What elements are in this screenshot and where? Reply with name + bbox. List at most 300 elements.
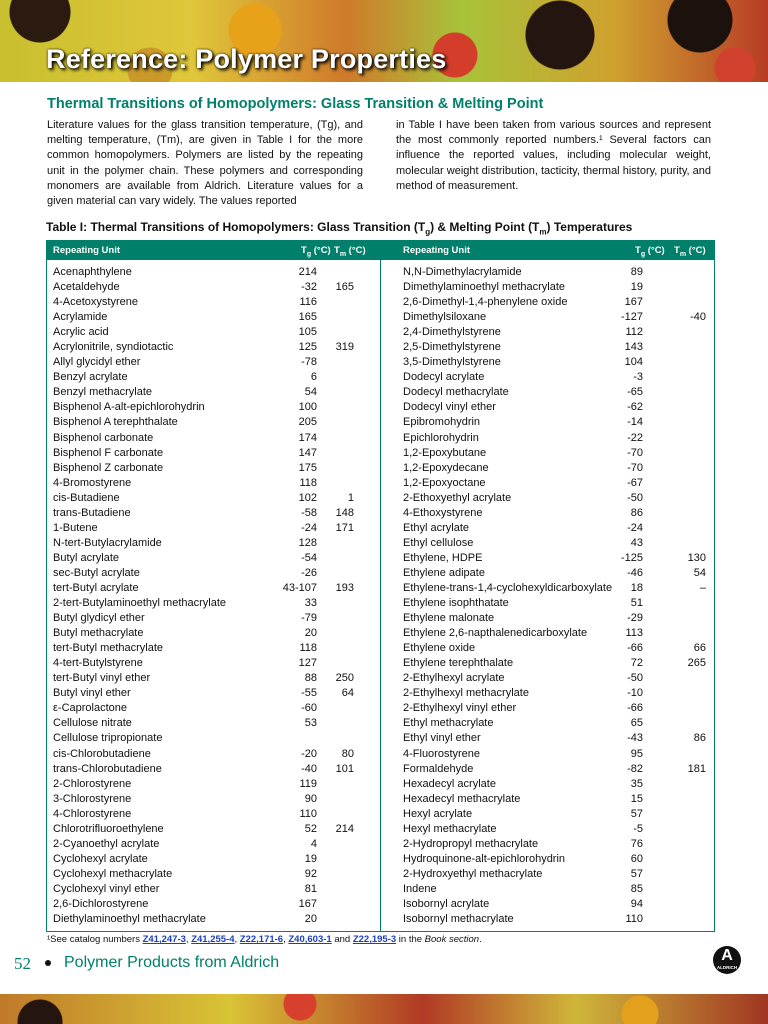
table-row xyxy=(381,656,714,671)
catalog-link[interactable]: Z22,171-6 xyxy=(239,934,284,945)
tg-cell: -70 xyxy=(627,446,643,459)
repeating-unit-cell: Cellulose nitrate xyxy=(53,717,132,730)
tg-cell: 43-107 xyxy=(282,581,317,594)
table-row xyxy=(47,716,380,731)
repeating-unit-cell: 4-Bromostyrene xyxy=(53,476,132,489)
table-row xyxy=(47,385,380,400)
table-row xyxy=(381,882,714,897)
tm-cell: 101 xyxy=(335,762,354,775)
tg-cell: -66 xyxy=(627,642,643,655)
table-row xyxy=(381,310,714,325)
table-row xyxy=(47,551,380,566)
tg-cell: -62 xyxy=(627,401,643,414)
table-row xyxy=(47,506,380,521)
repeating-unit-cell: Ethylene, HDPE xyxy=(403,551,483,564)
repeating-unit-cell: Bisphenol Z carbonate xyxy=(53,461,164,474)
table-row xyxy=(47,686,380,701)
table-row xyxy=(381,792,714,807)
table-row xyxy=(381,415,714,430)
tm-cell: 80 xyxy=(341,747,354,760)
tg-cell: 18 xyxy=(630,581,643,594)
tg-cell: 116 xyxy=(299,296,317,309)
tg-cell: 19 xyxy=(630,281,643,294)
table-row xyxy=(47,310,380,325)
table-left xyxy=(46,240,381,932)
repeating-unit-cell: Benzyl acrylate xyxy=(53,371,128,384)
tg-cell: -127 xyxy=(620,311,643,324)
table-row xyxy=(47,340,380,355)
bullet-icon xyxy=(45,960,51,966)
table-row xyxy=(47,325,380,340)
tg-cell: -60 xyxy=(301,702,317,715)
repeating-unit-cell: Ethylene malonate xyxy=(403,612,495,625)
tg-cell: 92 xyxy=(304,867,317,880)
repeating-unit-cell: 2,5-Dimethylstyrene xyxy=(403,341,501,354)
footer-title: Polymer Products from Aldrich xyxy=(64,954,280,971)
repeating-unit-cell: 1,2-Epoxybutane xyxy=(403,446,487,459)
column-header-tm: $T_m$ (°C) xyxy=(674,245,706,258)
tm-cell: 148 xyxy=(335,506,354,519)
repeating-unit-cell: 4-tert-Butylstyrene xyxy=(53,657,143,670)
repeating-unit-cell: Acrylonitrile, syndiotactic xyxy=(53,341,174,354)
table-row xyxy=(381,536,714,551)
tg-cell: 65 xyxy=(630,717,643,730)
tg-cell: -10 xyxy=(627,687,643,700)
repeating-unit-cell: N-tert-Butylacrylamide xyxy=(53,536,162,549)
repeating-unit-cell: 1,2-Epoxyoctane xyxy=(403,476,486,489)
repeating-unit-cell: Ethylene isophthatate xyxy=(403,597,509,610)
repeating-unit-cell: Acrylamide xyxy=(53,311,108,324)
table-row xyxy=(47,882,380,897)
table-row xyxy=(47,491,380,506)
table-row xyxy=(47,355,380,370)
repeating-unit-cell: sec-Butyl acrylate xyxy=(53,566,140,579)
table-row xyxy=(381,762,714,777)
table-row xyxy=(47,400,380,415)
repeating-unit-cell: cis-Chlorobutadiene xyxy=(53,747,151,760)
intro-paragraph-left: Literature values for the glass transition temperature, (Tg), and melting temperature, (Tm), are given in Table I for the more common homopolymers. Polymers are listed by the repeating unit in the polymer chain. These polymers and corresponding monomers are available from Aldrich. Literature values for a given material can vary widely. The values reported xyxy=(47,119,363,208)
tg-cell: -55 xyxy=(301,687,317,700)
section-title: Thermal Transitions of Homopolymers: Glass Transition & Melting Point xyxy=(47,96,544,112)
table-row xyxy=(47,461,380,476)
repeating-unit-cell: Epichlorohydrin xyxy=(403,431,479,444)
repeating-unit-cell: trans-Butadiene xyxy=(53,506,131,519)
tg-cell: 33 xyxy=(304,597,317,610)
catalog-link[interactable]: Z41,255-4 xyxy=(191,934,235,945)
repeating-unit-cell: Bisphenol A-alt-epichlorohydrin xyxy=(53,401,205,414)
repeating-unit-cell: Ethylene oxide xyxy=(403,642,476,655)
tm-cell: 214 xyxy=(335,822,354,835)
table-row xyxy=(47,747,380,762)
tg-cell: -54 xyxy=(301,551,317,564)
tg-cell: 110 xyxy=(625,913,643,926)
tg-cell: 102 xyxy=(298,491,317,504)
table-row xyxy=(47,807,380,822)
table-row xyxy=(381,897,714,912)
table-row xyxy=(381,912,714,927)
repeating-unit-cell: Ethylene-trans-1,4-cyclohexyldicarboxylate xyxy=(403,581,613,594)
repeating-unit-cell: Hexadecyl methacrylate xyxy=(403,792,521,805)
tm-cell: 250 xyxy=(335,672,354,685)
table-row xyxy=(47,792,380,807)
repeating-unit-cell: 2-Ethylhexyl vinyl ether xyxy=(403,702,517,715)
table-row xyxy=(47,370,380,385)
table-body xyxy=(381,265,714,927)
tg-cell: -46 xyxy=(627,566,643,579)
tg-cell: -78 xyxy=(301,356,317,369)
repeating-unit-cell: Ethylene adipate xyxy=(403,566,485,579)
repeating-unit-cell: 4-Acetoxystyrene xyxy=(53,296,138,309)
table-row xyxy=(47,762,380,777)
tg-cell: -3 xyxy=(633,371,643,384)
repeating-unit-cell: Acrylic acid xyxy=(53,326,109,339)
tg-cell: 15 xyxy=(630,792,643,805)
footnote: ¹See catalog numbers Z41,247-3, Z41,255-4, Z22,171-6, Z40,603-1 and Z22,195-3 in the Book section. xyxy=(47,934,482,945)
page-title: Reference: Polymer Properties xyxy=(46,44,447,74)
tg-cell: 20 xyxy=(304,913,317,926)
table-row xyxy=(47,837,380,852)
table-row xyxy=(47,431,380,446)
table-row xyxy=(47,897,380,912)
tg-cell: 125 xyxy=(298,341,317,354)
column-header-tg: $T_g$ (°C) xyxy=(301,245,331,258)
repeating-unit-cell: Butyl glydicyl ether xyxy=(53,612,145,625)
table-row xyxy=(381,431,714,446)
tg-cell: 4 xyxy=(310,837,317,850)
table-row xyxy=(381,581,714,596)
tg-cell: 118 xyxy=(299,476,317,489)
tg-cell: 104 xyxy=(624,356,643,369)
repeating-unit-cell: Bisphenol A terephthalate xyxy=(53,416,178,429)
table-row xyxy=(381,852,714,867)
tg-cell: -26 xyxy=(301,566,317,579)
tg-cell: 110 xyxy=(299,807,317,820)
tg-cell: -5 xyxy=(633,822,643,835)
repeating-unit-cell: Formaldehyde xyxy=(403,762,474,775)
tg-cell: 88 xyxy=(304,672,317,685)
repeating-unit-cell: 2,6-Dichlorostyrene xyxy=(53,897,149,910)
repeating-unit-cell: Epibromohydrin xyxy=(403,416,481,429)
tm-cell: 265 xyxy=(687,657,706,670)
table-caption: Table I: Thermal Transitions of Homopolymers: Glass Transition $(T_g)$ & Melting Point $(T_m)$ Temperatures xyxy=(46,220,633,237)
repeating-unit-cell: Diethylaminoethyl methacrylate xyxy=(53,913,206,926)
tm-cell: 171 xyxy=(335,521,354,534)
repeating-unit-cell: 2-Ethylhexyl methacrylate xyxy=(403,687,529,700)
table-row xyxy=(47,656,380,671)
catalog-link[interactable]: Z40,603-1 xyxy=(288,934,332,945)
repeating-unit-cell: Chlorotrifluoroethylene xyxy=(53,822,164,835)
tg-cell: 20 xyxy=(304,627,317,640)
repeating-unit-cell: Ethylene terephthalate xyxy=(403,657,514,670)
tg-cell: -29 xyxy=(627,612,643,625)
tg-cell: -40 xyxy=(301,762,317,775)
repeating-unit-cell: 2-tert-Butylaminoethyl methacrylate xyxy=(53,597,227,610)
table-row xyxy=(47,777,380,792)
repeating-unit-cell: Cellulose tripropionate xyxy=(53,732,163,745)
tg-cell: 90 xyxy=(304,792,317,805)
tg-cell: 128 xyxy=(298,536,317,549)
tg-cell: -70 xyxy=(627,461,643,474)
table-row xyxy=(47,415,380,430)
tg-cell: 57 xyxy=(630,867,643,880)
table-row xyxy=(47,280,380,295)
tm-cell: 319 xyxy=(335,341,354,354)
logo-text: ALDRICH xyxy=(716,965,738,970)
table-row xyxy=(381,340,714,355)
tg-cell: 167 xyxy=(624,296,643,309)
table-row xyxy=(381,701,714,716)
repeating-unit-cell: Bisphenol F carbonate xyxy=(53,446,164,459)
table-row xyxy=(381,611,714,626)
table-header xyxy=(381,241,714,260)
repeating-unit-cell: 3,5-Dimethylstyrene xyxy=(403,356,501,369)
page-number: 52 xyxy=(14,954,31,973)
repeating-unit-cell: cis-Butadiene xyxy=(53,491,120,504)
repeating-unit-cell: 1,2-Epoxydecane xyxy=(403,461,489,474)
repeating-unit-cell: 2-Hydropropyl methacrylate xyxy=(403,837,539,850)
table-row xyxy=(381,807,714,822)
tg-cell: 174 xyxy=(298,431,317,444)
repeating-unit-cell: Hydroquinone-alt-epichlorohydrin xyxy=(403,852,566,865)
aldrich-logo-icon: A ALDRICH xyxy=(713,946,741,974)
tg-cell: -50 xyxy=(627,672,643,685)
repeating-unit-cell: Dodecyl methacrylate xyxy=(403,386,509,399)
table-row xyxy=(381,837,714,852)
tg-cell: -125 xyxy=(620,551,643,564)
tg-cell: 89 xyxy=(630,266,643,278)
table-header xyxy=(47,241,380,260)
repeating-unit-cell: Indene xyxy=(403,882,437,895)
table-row xyxy=(381,686,714,701)
repeating-unit-cell: Dodecyl vinyl ether xyxy=(403,401,496,414)
column-header-tm: $T_m$ (°C) xyxy=(334,245,366,258)
tg-cell: 165 xyxy=(298,311,317,324)
table-row xyxy=(47,611,380,626)
tg-cell: -32 xyxy=(301,281,317,294)
repeating-unit-cell: Dimethylsiloxane xyxy=(403,311,487,324)
tm-cell: 54 xyxy=(693,566,706,579)
repeating-unit-cell: Benzyl methacrylate xyxy=(53,386,153,399)
tg-cell: -43 xyxy=(627,732,643,745)
repeating-unit-cell: tert-Butyl vinyl ether xyxy=(53,672,151,685)
repeating-unit-cell: Ethyl acrylate xyxy=(403,521,470,534)
repeating-unit-cell: Dimethylaminoethyl methacrylate xyxy=(403,281,566,294)
table-row xyxy=(381,491,714,506)
table-row xyxy=(381,641,714,656)
table-row xyxy=(381,521,714,536)
tg-cell: 52 xyxy=(304,822,317,835)
repeating-unit-cell: 2-Ethylhexyl acrylate xyxy=(403,672,505,685)
tg-cell: 105 xyxy=(298,326,317,339)
repeating-unit-cell: Cyclohexyl acrylate xyxy=(53,852,148,865)
tg-cell: 35 xyxy=(630,777,643,790)
table-row xyxy=(47,867,380,882)
table-row xyxy=(381,551,714,566)
table-row xyxy=(381,822,714,837)
tg-cell: 112 xyxy=(625,326,643,339)
tg-cell: 54 xyxy=(304,386,317,399)
table-row xyxy=(381,777,714,792)
table-row xyxy=(381,461,714,476)
repeating-unit-cell: 2-Ethoxyethyl acrylate xyxy=(403,491,512,504)
tg-cell: -50 xyxy=(627,491,643,504)
column-header-tg: $T_g$ (°C) xyxy=(635,245,665,258)
repeating-unit-cell: Isobornyl methacrylate xyxy=(403,913,514,926)
catalog-link[interactable]: Z22,195-3 xyxy=(352,934,397,945)
table-row xyxy=(47,446,380,461)
tm-cell: 130 xyxy=(687,551,706,564)
table-row xyxy=(47,912,380,927)
header-banner xyxy=(0,0,768,82)
table-row xyxy=(381,265,714,280)
repeating-unit-cell: trans-Chlorobutadiene xyxy=(53,762,162,775)
repeating-unit-cell: Ethyl vinyl ether xyxy=(403,732,481,745)
tm-cell: 86 xyxy=(693,732,706,745)
repeating-unit-cell: Ethylene 2,6-napthalenedicarboxylate xyxy=(403,627,588,640)
repeating-unit-cell: 1-Butene xyxy=(53,521,98,534)
repeating-unit-cell: Ethyl cellulose xyxy=(403,536,474,549)
repeating-unit-cell: tert-Butyl acrylate xyxy=(53,581,139,594)
table-row xyxy=(381,731,714,746)
repeating-unit-cell: Hexadecyl acrylate xyxy=(403,777,496,790)
footer-banner xyxy=(0,994,768,1024)
tg-cell: -67 xyxy=(627,476,643,489)
tm-cell: -40 xyxy=(690,311,706,324)
table-row xyxy=(381,400,714,415)
tg-cell: 100 xyxy=(298,401,317,414)
table-right xyxy=(380,240,715,932)
repeating-unit-cell: Allyl glycidyl ether xyxy=(53,356,141,369)
repeating-unit-cell: Isobornyl acrylate xyxy=(403,897,490,910)
tg-cell: -82 xyxy=(627,762,643,775)
table-row xyxy=(47,295,380,310)
table-body xyxy=(47,265,380,927)
tg-cell: 119 xyxy=(299,777,317,790)
repeating-unit-cell: ε-Caprolactone xyxy=(53,702,127,715)
tg-cell: 85 xyxy=(630,882,643,895)
table-row xyxy=(381,385,714,400)
tm-cell: 66 xyxy=(693,642,706,655)
repeating-unit-cell: 4-Ethoxystyrene xyxy=(403,506,483,519)
tm-cell: 1 xyxy=(347,491,354,504)
table-row xyxy=(381,280,714,295)
repeating-unit-cell: Bisphenol carbonate xyxy=(53,431,154,444)
table-row xyxy=(381,596,714,611)
column-header-unit: Repeating Unit xyxy=(53,245,121,256)
repeating-unit-cell: 2,4-Dimethylstyrene xyxy=(403,326,501,339)
table-row xyxy=(381,867,714,882)
tg-cell: -20 xyxy=(301,747,317,760)
tg-cell: -24 xyxy=(301,521,317,534)
repeating-unit-cell: Cyclohexyl vinyl ether xyxy=(53,882,160,895)
catalog-link[interactable]: Z41,247-3 xyxy=(142,934,186,945)
repeating-unit-cell: 2,6-Dimethyl-1,4-phenylene oxide xyxy=(403,296,568,309)
table-row xyxy=(47,521,380,536)
table-row xyxy=(381,355,714,370)
table-row xyxy=(47,581,380,596)
tg-cell: 51 xyxy=(630,597,643,610)
table-row xyxy=(47,566,380,581)
table-row xyxy=(47,476,380,491)
tg-cell: 175 xyxy=(298,461,317,474)
repeating-unit-cell: Acenaphthylene xyxy=(53,266,132,278)
tg-cell: 53 xyxy=(304,717,317,730)
tg-cell: -14 xyxy=(627,416,643,429)
table-row xyxy=(47,536,380,551)
repeating-unit-cell: 2-Chlorostyrene xyxy=(53,777,132,790)
repeating-unit-cell: 3-Chlorostyrene xyxy=(53,792,132,805)
tm-cell: 165 xyxy=(335,281,354,294)
tm-cell: 181 xyxy=(687,762,706,775)
tg-cell: 72 xyxy=(630,657,643,670)
tg-cell: 205 xyxy=(298,416,317,429)
repeating-unit-cell: 4-Fluorostyrene xyxy=(403,747,481,760)
tg-cell: 113 xyxy=(625,627,643,640)
table-row xyxy=(381,566,714,581)
tm-cell: 193 xyxy=(335,581,354,594)
tg-cell: 60 xyxy=(630,852,643,865)
repeating-unit-cell: Acetaldehyde xyxy=(53,281,120,294)
tg-cell: 76 xyxy=(630,837,643,850)
tg-cell: 86 xyxy=(630,506,643,519)
table-row xyxy=(47,852,380,867)
repeating-unit-cell: Butyl acrylate xyxy=(53,551,120,564)
tg-cell: -65 xyxy=(627,386,643,399)
repeating-unit-cell: tert-Butyl methacrylate xyxy=(53,642,164,655)
tg-cell: -66 xyxy=(627,702,643,715)
table-row xyxy=(47,641,380,656)
table-row xyxy=(47,671,380,686)
tg-cell: 94 xyxy=(630,897,643,910)
tm-cell: 64 xyxy=(341,687,354,700)
table-row xyxy=(381,716,714,731)
tg-cell: 43 xyxy=(630,536,643,549)
tg-cell: 143 xyxy=(624,341,643,354)
repeating-unit-cell: Dodecyl acrylate xyxy=(403,371,485,384)
table-row xyxy=(381,747,714,762)
table-row xyxy=(381,671,714,686)
repeating-unit-cell: 4-Chlorostyrene xyxy=(53,807,132,820)
repeating-unit-cell: Hexyl methacrylate xyxy=(403,822,497,835)
table-row xyxy=(47,731,380,746)
repeating-unit-cell: Butyl methacrylate xyxy=(53,627,144,640)
table-row xyxy=(47,701,380,716)
tg-cell: -79 xyxy=(301,612,317,625)
table-row xyxy=(381,626,714,641)
table-row xyxy=(381,506,714,521)
repeating-unit-cell: Ethyl methacrylate xyxy=(403,717,494,730)
tg-cell: 6 xyxy=(310,371,317,384)
tg-cell: 214 xyxy=(298,266,317,278)
tg-cell: 19 xyxy=(304,852,317,865)
repeating-unit-cell: Hexyl acrylate xyxy=(403,807,473,820)
table-row xyxy=(47,822,380,837)
tg-cell: 147 xyxy=(298,446,317,459)
repeating-unit-cell: 2-Hydroxyethyl methacrylate xyxy=(403,867,543,880)
repeating-unit-cell: 2-Cyanoethyl acrylate xyxy=(53,837,160,850)
tg-cell: -22 xyxy=(627,431,643,444)
tg-cell: 118 xyxy=(299,642,317,655)
tg-cell: 81 xyxy=(304,882,317,895)
tm-cell: – xyxy=(699,581,706,594)
table-row xyxy=(381,295,714,310)
tg-cell: -24 xyxy=(627,521,643,534)
repeating-unit-cell: Cyclohexyl methacrylate xyxy=(53,867,173,880)
tg-cell: 57 xyxy=(630,807,643,820)
table-row xyxy=(381,476,714,491)
table-row xyxy=(381,446,714,461)
repeating-unit-cell: Butyl vinyl ether xyxy=(53,687,131,700)
